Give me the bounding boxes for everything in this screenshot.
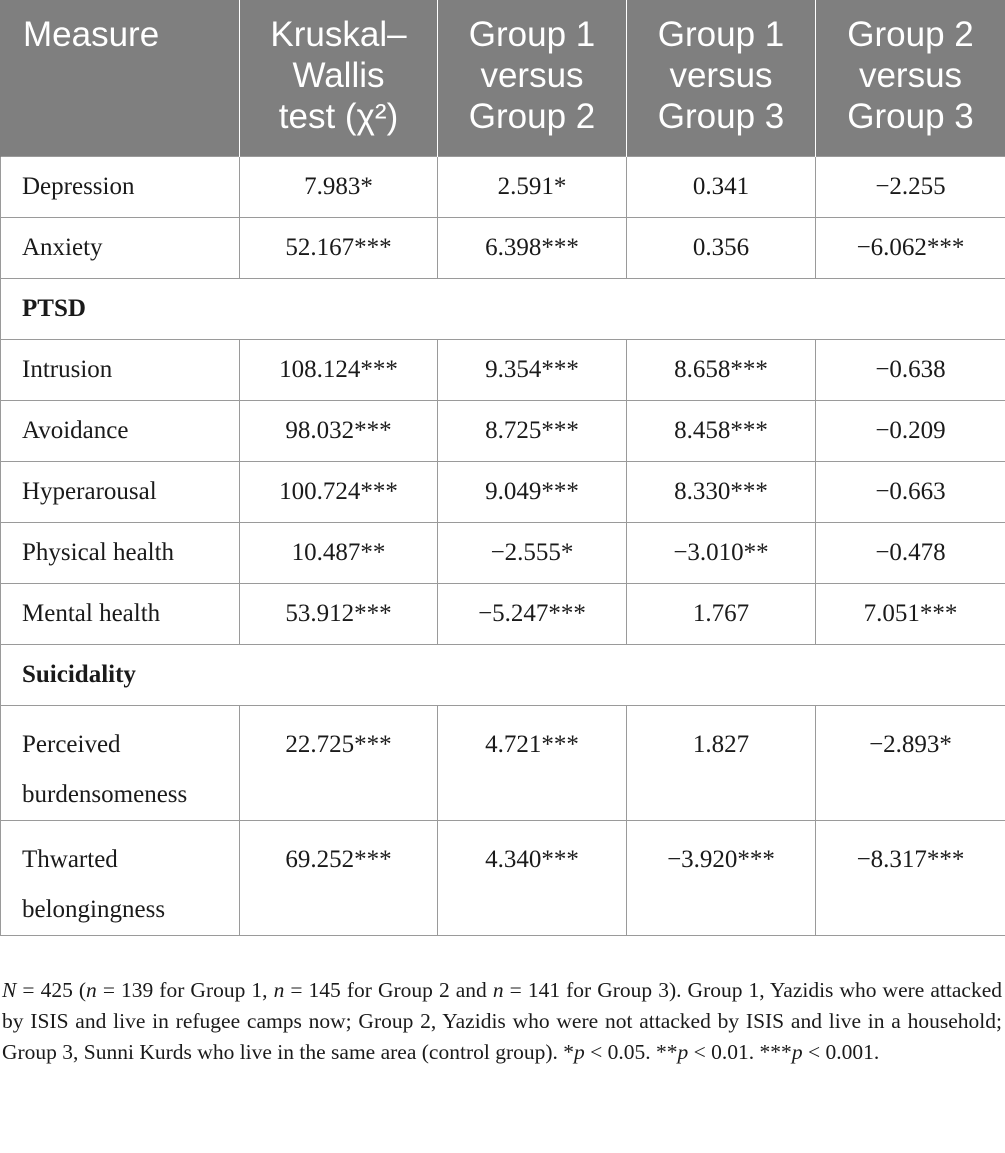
cell-g1-vs-g3: 8.330*** bbox=[627, 461, 816, 522]
cell-g1-vs-g3: 1.827 bbox=[627, 705, 816, 820]
cell-g1-vs-g2: 9.354*** bbox=[438, 339, 627, 400]
cell-g1-vs-g2: 4.340*** bbox=[438, 820, 627, 935]
row-label: Avoidance bbox=[1, 400, 240, 461]
cell-kruskal-wallis: 100.724*** bbox=[240, 461, 438, 522]
row-label: Physical health bbox=[1, 522, 240, 583]
table-row-avoidance bbox=[1, 400, 1005, 461]
table-row-depression bbox=[1, 156, 1005, 217]
cell-kruskal-wallis: 52.167*** bbox=[240, 217, 438, 278]
cell-kruskal-wallis: 108.124*** bbox=[240, 339, 438, 400]
header-measure: Measure bbox=[1, 0, 240, 156]
cell-g1-vs-g2: −2.555* bbox=[438, 522, 627, 583]
section-row-ptsd bbox=[1, 278, 1005, 339]
cell-g2-vs-g3: 7.051*** bbox=[816, 583, 1005, 644]
cell-g1-vs-g2: 6.398*** bbox=[438, 217, 627, 278]
row-label: Thwarted belongingness bbox=[1, 820, 240, 935]
cell-kruskal-wallis: 7.983* bbox=[240, 156, 438, 217]
row-label: Hyperarousal bbox=[1, 461, 240, 522]
cell-kruskal-wallis: 98.032*** bbox=[240, 400, 438, 461]
header-group1-vs-group2: Group 1 versus Group 2 bbox=[438, 0, 627, 156]
cell-g2-vs-g3: −2.255 bbox=[816, 156, 1005, 217]
cell-g1-vs-g2: 9.049*** bbox=[438, 461, 627, 522]
cell-g1-vs-g2: 4.721*** bbox=[438, 705, 627, 820]
table-row-anxiety bbox=[1, 217, 1005, 278]
cell-g1-vs-g3: −3.920*** bbox=[627, 820, 816, 935]
cell-g2-vs-g3: −2.893* bbox=[816, 705, 1005, 820]
cell-g2-vs-g3: −0.663 bbox=[816, 461, 1005, 522]
cell-g1-vs-g2: −5.247*** bbox=[438, 583, 627, 644]
table-footnote: N = 425 (n = 139 for Group 1, n = 145 for Group 2 and n = 141 for Group 3). Group 1, Yazidis who were attacked by ISIS and live in refugee camps now; Group 2, Yazidis who were not attacked by ISIS and live in a household; Group 3, Sunni Kurds who live in the same area (control group). *p < 0.05. **p < 0.01. ***p < 0.001. bbox=[2, 978, 1002, 1064]
row-label: Depression bbox=[1, 156, 240, 217]
cell-g1-vs-g3: 8.658*** bbox=[627, 339, 816, 400]
table-row-hyperarousal bbox=[1, 461, 1005, 522]
header-group2-vs-group3: Group 2 versus Group 3 bbox=[816, 0, 1005, 156]
table-row-physical-health bbox=[1, 522, 1005, 583]
row-label: Anxiety bbox=[1, 217, 240, 278]
table-header-row bbox=[1, 0, 1005, 156]
section-row-suicidality bbox=[1, 644, 1005, 705]
cell-g2-vs-g3: −0.478 bbox=[816, 522, 1005, 583]
table-row-thwarted-belongingness bbox=[1, 820, 1005, 935]
cell-g2-vs-g3: −0.638 bbox=[816, 339, 1005, 400]
header-kruskal-wallis: Kruskal– Wallis test (χ²) bbox=[240, 0, 438, 156]
cell-g1-vs-g3: 0.356 bbox=[627, 217, 816, 278]
table-row-perceived-burdensomeness bbox=[1, 705, 1005, 820]
cell-g2-vs-g3: −8.317*** bbox=[816, 820, 1005, 935]
cell-kruskal-wallis: 10.487** bbox=[240, 522, 438, 583]
cell-g1-vs-g3: 8.458*** bbox=[627, 400, 816, 461]
table-row-intrusion bbox=[1, 339, 1005, 400]
row-label: Mental health bbox=[1, 583, 240, 644]
cell-g1-vs-g2: 2.591* bbox=[438, 156, 627, 217]
section-label: Suicidality bbox=[1, 644, 1005, 705]
cell-g1-vs-g3: −3.010** bbox=[627, 522, 816, 583]
cell-kruskal-wallis: 22.725*** bbox=[240, 705, 438, 820]
row-label: Intrusion bbox=[1, 339, 240, 400]
table-row-mental-health bbox=[1, 583, 1005, 644]
cell-g2-vs-g3: −0.209 bbox=[816, 400, 1005, 461]
cell-g2-vs-g3: −6.062*** bbox=[816, 217, 1005, 278]
cell-kruskal-wallis: 53.912*** bbox=[240, 583, 438, 644]
cell-kruskal-wallis: 69.252*** bbox=[240, 820, 438, 935]
cell-g1-vs-g2: 8.725*** bbox=[438, 400, 627, 461]
row-label: Perceived burdensomeness bbox=[1, 705, 240, 820]
section-label: PTSD bbox=[1, 278, 1005, 339]
cell-g1-vs-g3: 1.767 bbox=[627, 583, 816, 644]
cell-g1-vs-g3: 0.341 bbox=[627, 156, 816, 217]
header-group1-vs-group3: Group 1 versus Group 3 bbox=[627, 0, 816, 156]
